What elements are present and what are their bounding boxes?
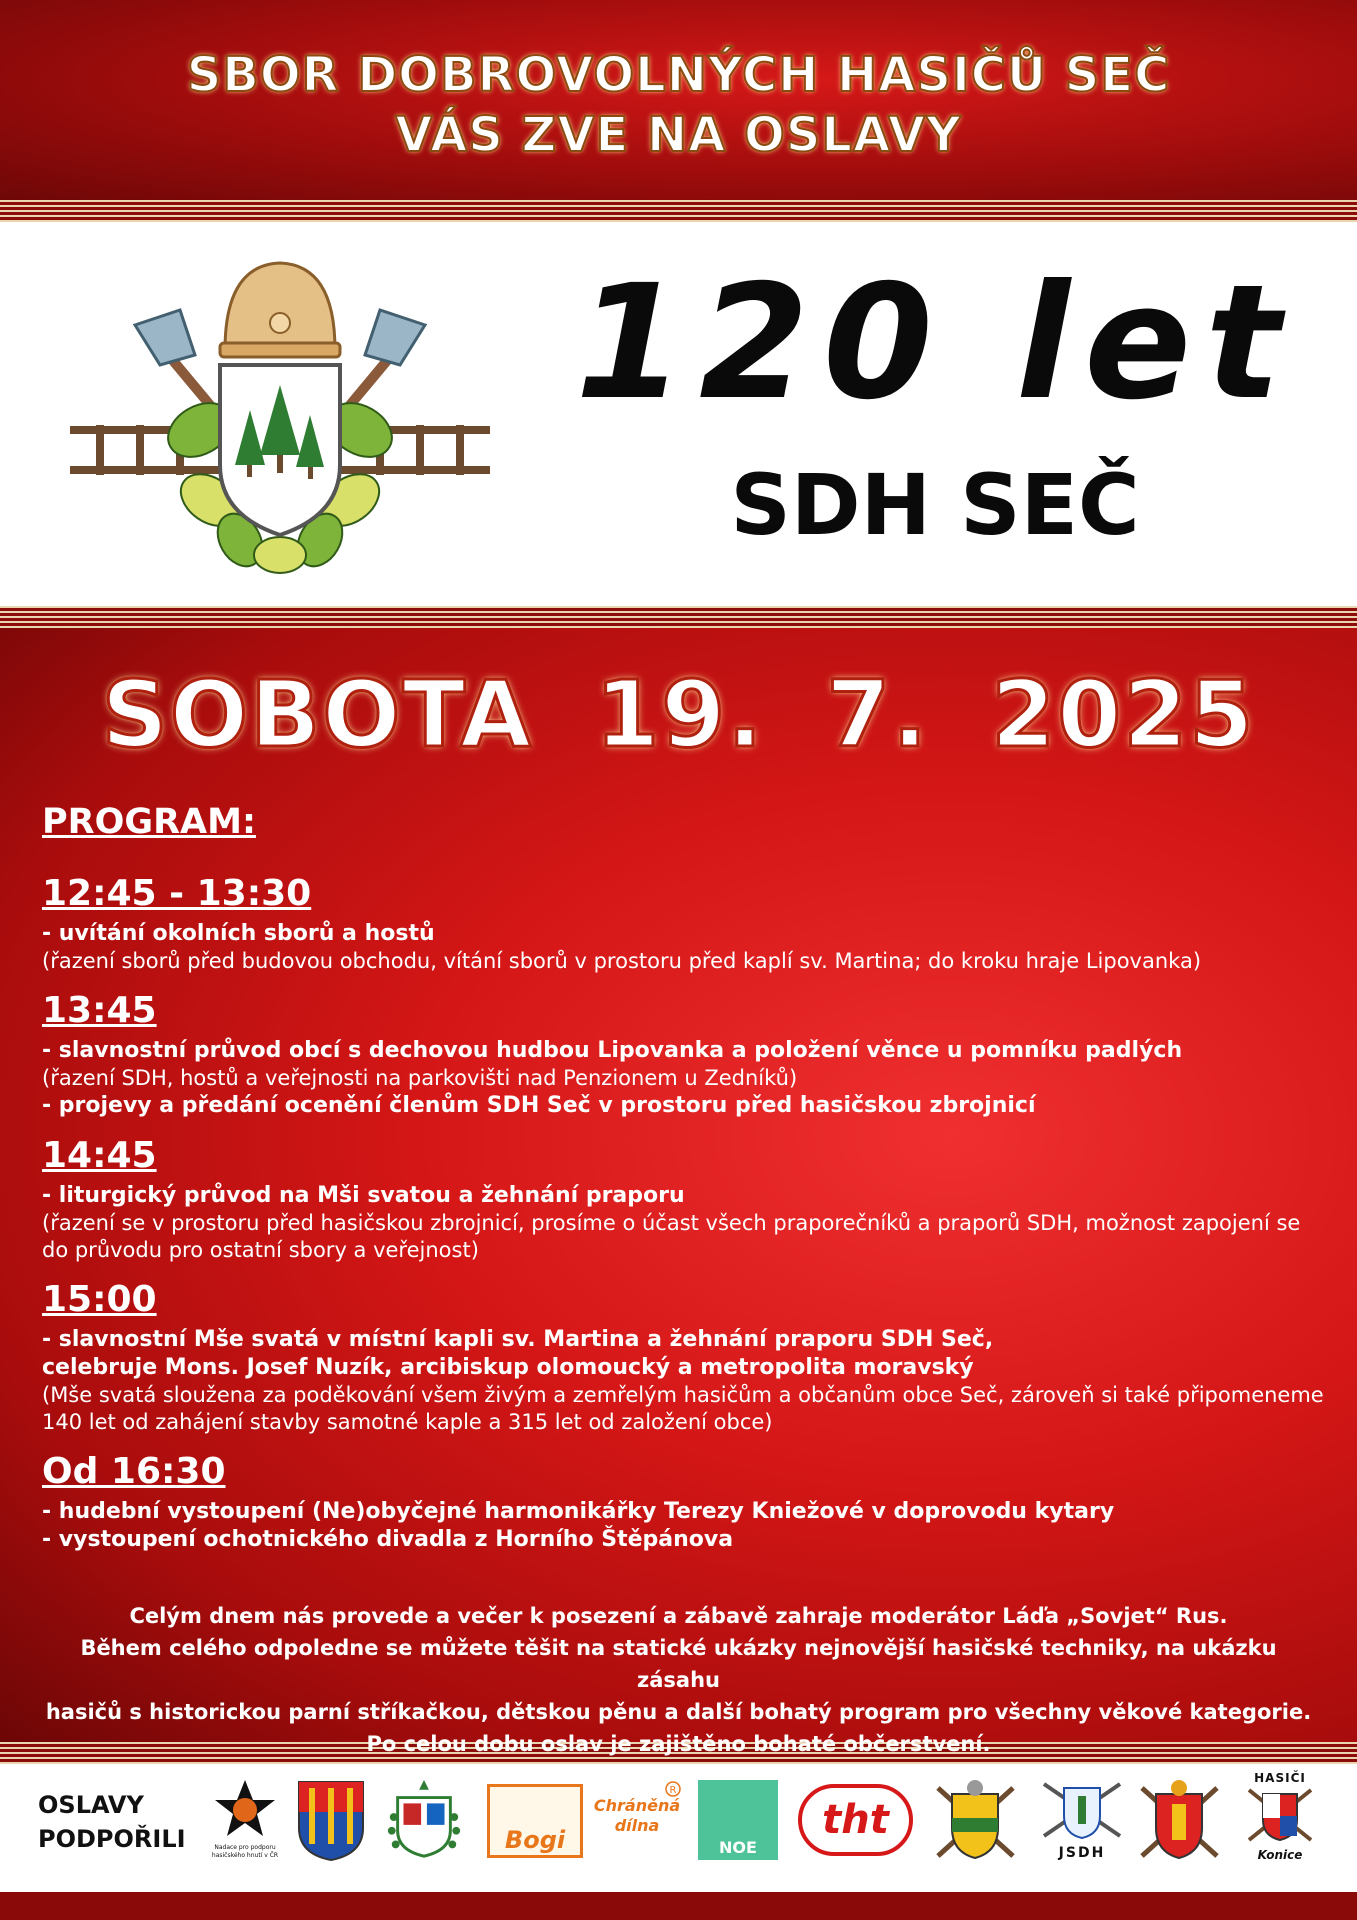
program-time: 15:00 (42, 1279, 157, 1320)
program-item: - slavnostní Mše svatá v místní kapli sv. Martina a žehnání praporu SDH Seč, (42, 1327, 994, 1352)
divider-stripes (0, 200, 1357, 222)
foundation-logo (205, 1778, 285, 1862)
jsdh-emblem-icon (1038, 1778, 1126, 1840)
svg-text:R: R (669, 1785, 677, 1796)
sponsors-label (38, 1788, 186, 1856)
program-block (42, 1450, 1332, 1554)
sheltered-workshop-logo (592, 1796, 682, 1880)
konice-logo-text: Konice (1257, 1848, 1303, 1862)
header-line-2: VÁS ZVE NA OSLAVY (395, 107, 962, 163)
anniversary-title: 120 let (575, 251, 1295, 435)
program-block (42, 872, 1332, 975)
sheltered-workshop-line: Chráněná (593, 1796, 681, 1815)
program-item: - liturgický průvod na Mši svatou a žehnání praporu (42, 1183, 685, 1208)
konice-emblem-icon (1245, 1786, 1315, 1844)
program-note: (řazení se v prostoru před hasičskou zbrojnicí, prosíme o účast všech praporečníků a praporů SDH, možnost zapojení se do průvodu pro ostatní sbory a veřejnost) (42, 1211, 1301, 1262)
fire-brigade-badge-icon (928, 1778, 1023, 1862)
event-date: SOBOTA 19. 7. 2025 (101, 661, 1256, 768)
tht-logo (798, 1784, 913, 1856)
noe-logo (698, 1780, 778, 1860)
anniversary-subtitle: SDH SEČ (730, 456, 1140, 554)
closing-line: Během celého odpoledne se můžete těšit na statické ukázky nejnovější hasičské techniky, na ukázku zásahu (80, 1636, 1277, 1692)
footer-strip (0, 1892, 1357, 1920)
hasici-logo-text: HASIČI (1254, 1771, 1306, 1785)
program-item: - vystoupení ochotnického divadla z Horního Štěpánova (42, 1527, 734, 1552)
program-item: - slavnostní průvod obcí s dechovou hudbou Lipovanka a položení věnce u pomníku padlých (42, 1038, 1183, 1063)
header-line-1: SBOR DOBROVOLNÝCH HASIČŮ SEČ (186, 47, 1171, 103)
program-block (42, 1278, 1332, 1436)
hasici-konice-logo (1240, 1770, 1320, 1862)
closing-line: hasičů s historickou parní stříkačkou, dětskou pěnu a další bohatý program pro všechny věkové kategorie. (45, 1700, 1312, 1724)
fire-brigade-badge-icon (1132, 1778, 1227, 1862)
closing-line: Celým dnem nás provede a večer k posezení a zábavě zahraje moderátor Láďa „Sovjet“ Rus. (129, 1604, 1228, 1628)
closing-info (40, 1600, 1317, 1760)
tht-logo-text: tht (822, 1797, 889, 1843)
program-time: Od 16:30 (42, 1451, 226, 1492)
divider-stripes (0, 606, 1357, 628)
archdiocese-arms-icon (385, 1778, 463, 1862)
program-time: 14:45 (42, 1135, 157, 1176)
program-note: (Mše svatá sloužena za poděkování všem živým a zemřelým hasičům a občanům obce Seč, zároveň si také připomeneme 140 let od zahájení stavby samotné kaple a 315 let od založení obce) (42, 1383, 1324, 1434)
program-item: celebruje Mons. Josef Nuzík, arcibiskup olomoucký a metropolita moravský (42, 1355, 974, 1380)
jsdh-logo-text: JSDH (1058, 1845, 1106, 1861)
foundation-star-icon (205, 1778, 285, 1840)
program-item: - projevy a předání ocenění členům SDH Seč v prostoru před hasičskou zbrojnicí (42, 1093, 1036, 1118)
municipal-coat-of-arms-icon (295, 1778, 367, 1862)
program-note: (řazení SDH, hostů a veřejnosti na parkovišti nad Penzionem u Zedníků) (42, 1066, 798, 1090)
program-time: 12:45 - 13:30 (42, 873, 312, 914)
bogi-logo (487, 1784, 583, 1858)
program-time: 13:45 (42, 990, 157, 1031)
foundation-caption: Nadace pro podporu hasičského hnutí v ČR (211, 1844, 279, 1859)
noe-logo-text: NOE (719, 1838, 757, 1857)
registered-mark-icon (664, 1780, 682, 1798)
program-block (42, 989, 1332, 1120)
jsdh-logo (1038, 1778, 1126, 1862)
program-section (42, 800, 1332, 1554)
sponsors-label-line: OSLAVY (38, 1791, 144, 1819)
bogi-logo-text: Bogi (504, 1826, 566, 1854)
sheltered-workshop-line: dílna (614, 1816, 660, 1835)
program-heading: PROGRAM: (42, 802, 256, 842)
program-item: - hudební vystoupení (Ne)obyčejné harmonikářky Terezy Kniežové v doprovodu kytary (42, 1499, 1115, 1524)
sponsors-label-line: PODPOŘILI (38, 1825, 186, 1853)
program-block (42, 1134, 1332, 1264)
fire-brigade-emblem-icon (60, 255, 500, 575)
closing-line: Po celou dobu oslav je zajištěno bohaté občerstvení. (366, 1732, 991, 1756)
program-note: (řazení sborů před budovou obchodu, vítání sborů v prostoru před kaplí sv. Martina; do kroku hraje Lipovanka) (42, 949, 1202, 973)
program-item: - uvítání okolních sborů a hostů (42, 921, 435, 946)
